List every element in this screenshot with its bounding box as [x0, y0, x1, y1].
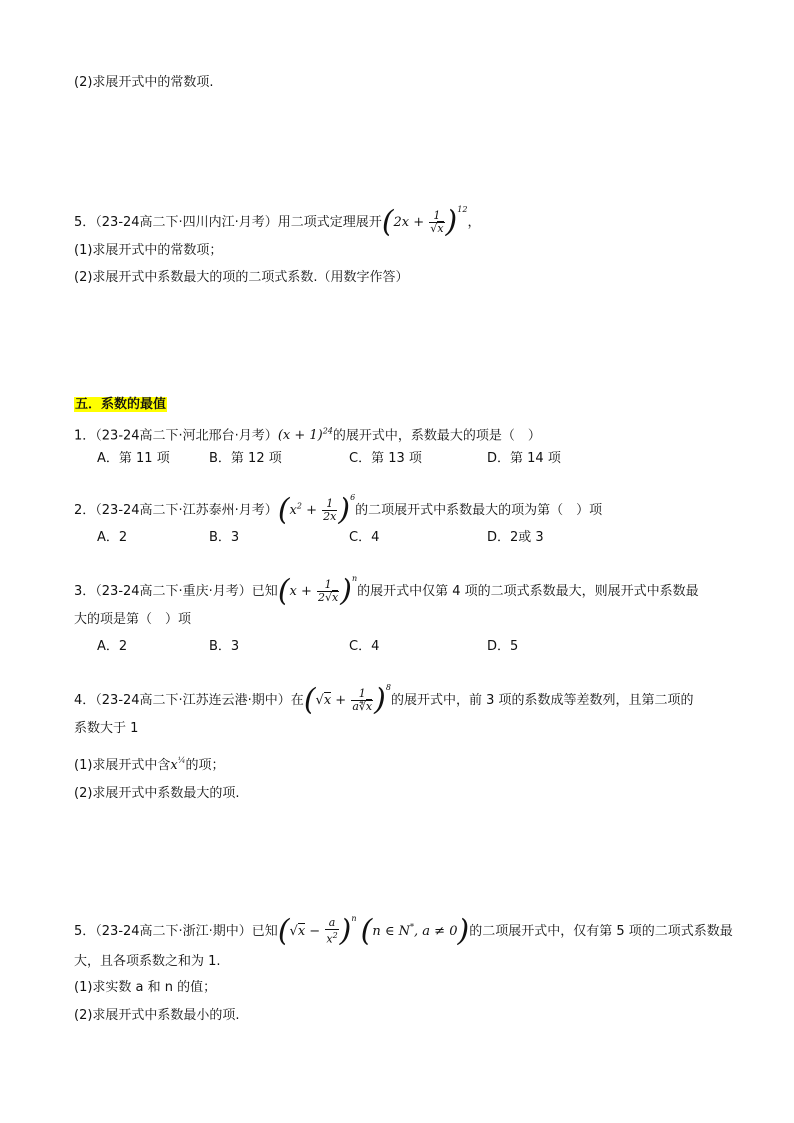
- q1-option-a: A．第 11 项: [97, 451, 170, 466]
- q2-stem: 2．（23-24高二下·江苏泰州·月考）($x^2$ + $\frac{1}{2x}$ )$^6$的二项展开式中系数最大的项为第（ ）项: [74, 492, 603, 528]
- q3-stem-cont: 大的项是第（ ）项: [74, 612, 192, 627]
- q5-stem: 5．（23-24高二下·四川内江·月考）用二项式定理展开: [74, 215, 382, 230]
- q4-stem: 4．（23-24高二下·江苏连云港·期中）在(√x + $\frac{1}{a∜x}$ )$^8$的展开式中，前 3 项的系数成等差数列，且第二项的: [74, 682, 694, 718]
- q3-option-c: C．4: [349, 639, 380, 654]
- q5b-part2: (2)求展开式中系数最小的项.: [74, 1008, 240, 1023]
- q2-option-c: C．4: [349, 530, 380, 545]
- q5-part1: (1)求展开式中的常数项；: [74, 243, 223, 258]
- q5-header: 5．（23-24高二下·四川内江·月考）用二项式定理展开(2x + $\frac{1}{√x}$ )$^{12}$，: [74, 204, 481, 240]
- q2-option-d: D．2或 3: [487, 530, 544, 545]
- q3-stem: 3．（23-24高二下·重庆·月考）已知(x + $\frac{1}{2√x}$ )$^n$的展开式中仅第 4 项的二项式系数最大，则展开式中系数最: [74, 573, 699, 609]
- q4-formula: (√x + $\frac{1}{a∜x}$ )$^8$: [303, 682, 391, 718]
- q2-option-b: B．3: [209, 530, 240, 545]
- q3-option-a: A．2: [97, 639, 128, 654]
- q1-option-c: C．第 13 项: [349, 451, 422, 466]
- q3-formula: (x + $\frac{1}{2√x}$ )$^n$: [277, 573, 358, 609]
- q1-stem: 1．（23-24高二下·河北邢台·月考）$(x + 1)^{24}$的展开式中，系数最大的项是（ ）: [74, 427, 541, 444]
- q5b-formula: (√x − $\frac{a}{x^2}$ )$^n$ (n ∈ N*, a ≠ 0): [277, 913, 470, 949]
- q3-option-b: B．3: [209, 639, 240, 654]
- q4-stem-cont: 系数大于 1: [74, 721, 139, 736]
- q2-option-a: A．2: [97, 530, 128, 545]
- q5b-part1: (1)求实数 a 和 n 的值；: [74, 980, 217, 995]
- q5b-stem: 5．（23-24高二下·浙江·期中）已知(√x − $\frac{a}{x^2}$ )$^n$ (n ∈ N*, a ≠ 0)的二项展开式中，仅有第 5 项的二项式系数最: [74, 913, 733, 949]
- q1-option-b: B．第 12 项: [209, 451, 282, 466]
- section-title: 五．系数的最值: [75, 397, 167, 412]
- q5-part2: (2)求展开式中系数最大的项的二项式系数.（用数字作答）: [74, 270, 409, 285]
- q4-part1-formula: $x^{\frac{1}{4}}$: [170, 756, 186, 773]
- q1-formula: $(x + 1)^{24}$: [277, 427, 333, 444]
- q2-formula: ($x^2$ + $\frac{1}{2x}$ )$^6$: [277, 492, 356, 528]
- q5-formula: (2x + $\frac{1}{√x}$ )$^{12}$: [381, 204, 468, 240]
- q4-part1: (1)求展开式中含$x^{\frac{1}{4}}$的项；: [74, 756, 225, 773]
- q1-option-d: D．第 14 项: [487, 451, 561, 466]
- q4-prev-part2: (2)求展开式中的常数项.: [74, 75, 214, 90]
- q4-part2: (2)求展开式中系数最大的项.: [74, 786, 240, 801]
- q3-option-d: D．5: [487, 639, 519, 654]
- q5b-stem-cont: 大，且各项系数之和为 1.: [74, 954, 221, 969]
